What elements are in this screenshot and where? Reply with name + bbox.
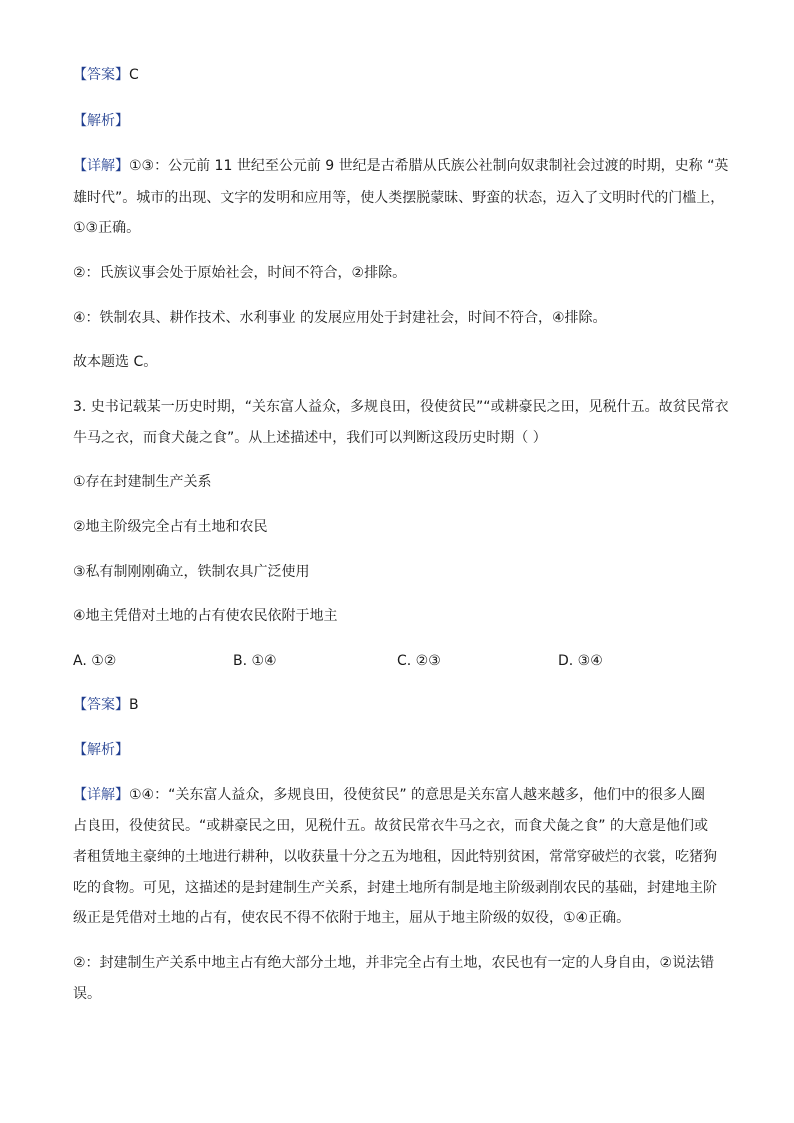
detail-line: 占良田，役使贫民。“或耕豪民之田，见税什五。故贫民常衣牛马之衣，而食犬彘之食” 的大意是他们或	[73, 818, 708, 834]
detail-line: 级正是凭借对土地的占有，使农民不得不依附于地主，屈从于地主阶级的奴役，①④正确。	[73, 910, 631, 926]
statement-item: ④地主凭借对土地的占有使农民依附于地主	[73, 608, 338, 624]
answer-tag: 【答案】	[73, 697, 129, 713]
question-stem: 3. 史书记载某一历史时期，“关东富人益众，多规良田，役使贫民”“或耕豪民之田，见税什五。故贫民常衣	[73, 399, 729, 415]
analysis-heading	[73, 739, 733, 761]
detail-line: 吃的食物。可见，这描述的是封建制生产关系，封建土地所有制是地主阶级剥削农民的基础，封建地主阶	[73, 880, 717, 896]
detail-line	[73, 155, 733, 177]
paragraph: ②：氏族议事会处于原始社会，时间不符合，②排除。	[73, 265, 407, 281]
answer-value: B	[129, 697, 139, 713]
option-d: D. ③④	[558, 653, 603, 669]
analysis-heading	[73, 110, 733, 132]
option-c: C. ②③	[397, 653, 441, 669]
detail-line: 者租赁地主豪绅的土地进行耕种，以收获量十分之五为地租，因此特别贫困，常常穿破烂的衣裳，吃猪狗	[73, 849, 717, 865]
detail-tag: 【详解】	[73, 787, 129, 803]
answer-line	[73, 694, 733, 716]
detail-line: ①③正确。	[73, 220, 141, 236]
conclusion: 故本题选 C。	[73, 354, 158, 370]
statement-item: ②地主阶级完全占有土地和农民	[73, 519, 268, 535]
option-a: A. ①②	[73, 653, 117, 669]
answer-line	[73, 64, 733, 86]
analysis-tag: 【解析】	[73, 113, 129, 129]
detail-line: 雄时代”。城市的出现、文字的发明和应用等，使人类摆脱蒙昧、野蛮的状态，迈入了文明时代的门槛上，	[73, 190, 725, 206]
paragraph: 误。	[73, 986, 101, 1002]
detail-line	[73, 784, 733, 806]
statement-item: ③私有制刚刚确立，铁制农具广泛使用	[73, 564, 310, 580]
analysis-tag: 【解析】	[73, 742, 129, 758]
detail-text: ①④：“关东富人益众，多规良田，役使贫民” 的意思是关东富人越来越多，他们中的很多人圈	[129, 787, 706, 803]
question-stem: 牛马之衣，而食犬彘之食”。从上述描述中，我们可以判断这段历史时期（ ）	[73, 430, 547, 446]
detail-text: ①③：公元前 11 世纪至公元前 9 世纪是古希腊从氏族公社制向奴隶制社会过渡的时期，史称 “英	[129, 158, 729, 174]
statement-item: ①存在封建制生产关系	[73, 474, 212, 490]
paragraph: ④：铁制农具、耕作技术、水利事业 的发展应用处于封建社会，时间不符合，④排除。	[73, 310, 607, 326]
detail-tag: 【详解】	[73, 158, 129, 174]
paragraph: ②：封建制生产关系中地主占有绝大部分土地，并非完全占有土地，农民也有一定的人身自由，②说法错	[73, 955, 715, 971]
answer-tag: 【答案】	[73, 67, 129, 83]
option-b: B. ①④	[233, 653, 277, 669]
answer-value: C	[129, 67, 139, 83]
